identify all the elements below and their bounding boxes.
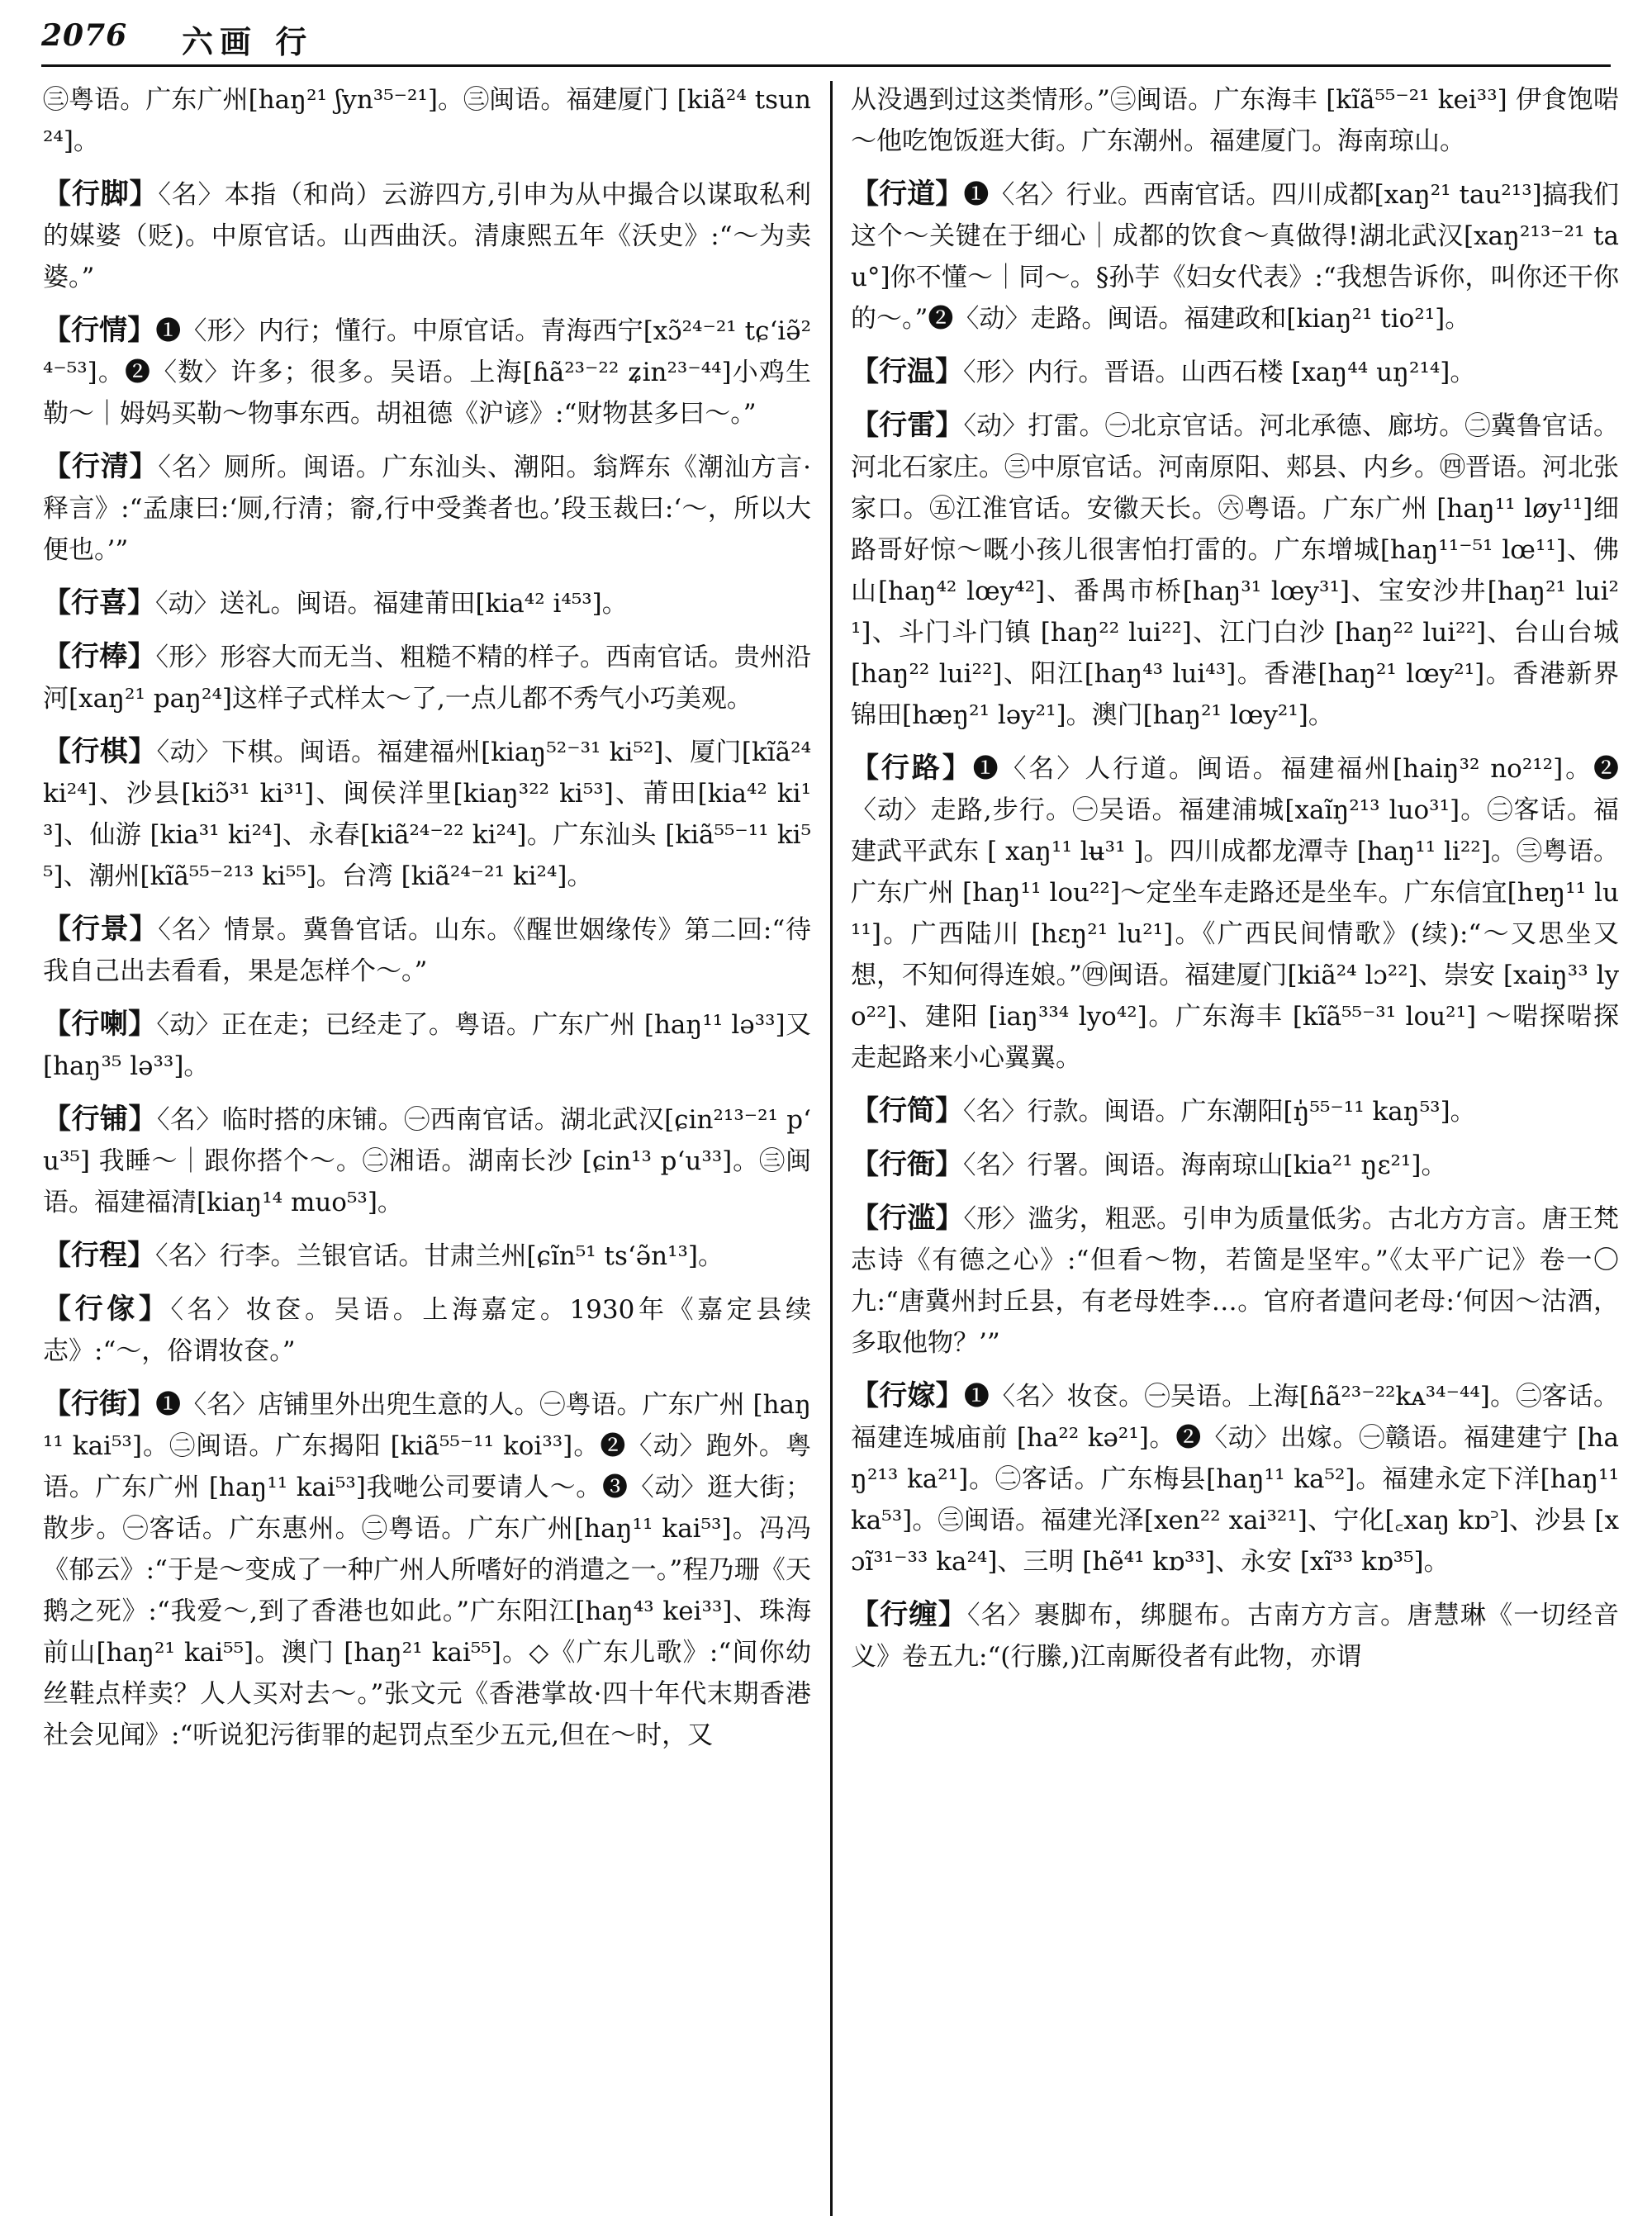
entry-definition: 〈名〉行李。兰银官话。甘肃兰州[ɕĩn⁵¹ tsʻə̃n¹³]。 — [155, 1241, 724, 1271]
entry-headword: 【行街】 — [43, 1388, 156, 1421]
entry-definition: 〈名〉厕所。闽语。广东汕头、潮阳。翁辉东《潮汕方言·释言》:“孟康曰:‘厕,行清；窬,行中受粪者也。’段玉裁曰:‘～，所以大便也。’” — [43, 453, 811, 565]
section-label: 六画 行 — [182, 23, 314, 60]
entry-continuation — [851, 79, 1619, 162]
entry-headword: 【行傢】 — [43, 1293, 171, 1326]
entry-headword: 【行衙】 — [851, 1148, 963, 1181]
dictionary-entry — [43, 1004, 811, 1087]
entry-definition: 〈名〉妆奁。吴语。上海嘉定。1930年《嘉定县续志》:“～，俗谓妆奁。” — [43, 1295, 812, 1366]
entry-definition: 〈形〉形容大而无当、粗糙不精的样子。西南官话。贵州沿河[xaŋ²¹ paŋ²⁴]这样子式样太～了,一点儿都不秀气小巧美观。 — [43, 643, 811, 714]
entry-definition: 〈动〉下棋。闽语。福建福州[kiaŋ⁵²⁻³¹ ki⁵²]、厦门[kĩã²⁴ ki²⁴]、沙县[kiɔ̃³¹ ki³¹]、闽侯洋里[kiaŋ³²² ki⁵³]、莆田[kia⁴² ki¹³]、仙游 [kia³¹ ki²⁴]、永春[kiã²⁴⁻²² ki²⁴]。广东汕头 [kiã⁵⁵⁻¹¹ ki⁵⁵]、潮州[kĩã⁵⁵⁻²¹³ ki⁵⁵]。台湾 [kiã²⁴⁻²¹ ki²⁴]。 — [43, 738, 811, 891]
entry-definition: 从没遇到过这类情形。”㊂闽语。广东海丰 [kĩã⁵⁵⁻²¹ kei³³] 伊食饱啱～他吃饱饭逛大街。广东潮州。福建厦门。海南琼山。 — [851, 85, 1619, 156]
dictionary-entry — [43, 446, 811, 571]
entry-headword: 【行喜】 — [43, 586, 155, 619]
dictionary-entry — [43, 1098, 811, 1223]
dictionary-entry — [851, 405, 1619, 736]
dictionary-entry — [851, 747, 1619, 1079]
dictionary-entry — [851, 173, 1619, 339]
entry-definition: ❶〈名〉妆奁。㊀吴语。上海[ɦã²³⁻²²kᴀ³⁴⁻⁴⁴]。㊁客话。福建连城庙前 [ha²² kə²¹]。❷〈动〉出嫁。㊀赣语。福建建宁 [haŋ²¹³ ka²¹]。㊁客话。广东梅县[haŋ¹¹ ka⁵²]。福建永定下洋[haŋ¹¹ ka⁵³]。㊂闽语。福建光泽[xen²² xai³²¹]、宁化[꜀xaŋ kɒ꜄]、沙县 [xɔĩ³¹⁻³³ ka²⁴]、三明 [hẽ⁴¹ kɒ³³]、永安 [xĩ³³ kɒ³⁵]。 — [851, 1382, 1620, 1577]
entry-headword: 【行清】 — [43, 450, 159, 483]
entry-definition: 〈名〉本指（和尚）云游四方,引申为从中撮合以谋取私利的媒婆（贬)。中原官话。山西曲沃。清康熙五年《沃史》:“～为卖婆。” — [43, 180, 811, 292]
entry-definition: 〈动〉送礼。闽语。福建莆田[kia⁴² i⁴⁵³]。 — [155, 589, 628, 619]
entry-headword: 【行路】 — [851, 752, 973, 785]
header-rule — [41, 64, 1611, 67]
dictionary-entry — [43, 582, 811, 624]
dictionary-entry — [851, 1144, 1619, 1186]
entry-headword: 【行喇】 — [43, 1008, 157, 1041]
left-column — [43, 79, 811, 1767]
entry-headword: 【行脚】 — [43, 178, 159, 211]
entry-definition: ❶〈名〉行业。西南官话。四川成都[xaŋ²¹ tau²¹³]搞我们这个～关键在于细心｜成都的饮食～真做得!湖北武汉[xaŋ²¹³⁻²¹ tau°]你不懂～｜同～。§孙芋《妇女代表》:“我想告诉你，叫你还干你的～。”❷〈动〉走路。闽语。福建政和[kiaŋ²¹ tio²¹]。 — [851, 180, 1620, 334]
entry-headword: 【行景】 — [43, 913, 159, 946]
dictionary-entry — [43, 1288, 811, 1372]
entry-headword: 【行温】 — [851, 355, 963, 388]
dictionary-entry — [43, 909, 811, 992]
entry-headword: 【行道】 — [851, 178, 964, 211]
entry-headword: 【行雷】 — [851, 409, 964, 442]
dictionary-entry — [43, 1235, 811, 1277]
dictionary-entry — [43, 310, 811, 434]
entry-headword: 【行棋】 — [43, 735, 157, 768]
entry-headword: 【行嫁】 — [851, 1379, 964, 1412]
page-number: 2076 — [41, 18, 128, 53]
entry-headword: 【行情】 — [43, 314, 156, 347]
entry-definition: 〈名〉临时搭的床铺。㊀西南官话。湖北武汉[ɕin²¹³⁻²¹ pʻu³⁵] 我睡～｜跟你搭个～。㊁湘语。湖南长沙 [ɕin¹³ pʻu³³]。㊂闽语。福建福清[kiaŋ¹⁴ muo⁵³]。 — [43, 1105, 811, 1217]
entry-definition: 〈名〉行署。闽语。海南琼山[kia²¹ ŋɛ²¹]。 — [963, 1151, 1447, 1180]
entry-definition: 〈名〉情景。冀鲁官话。山东。《醒世姻缘传》第二回:“待我自己出去看看，果是怎样个～。” — [43, 915, 812, 986]
entry-headword: 【行棒】 — [43, 640, 156, 673]
page-header — [41, 15, 1611, 63]
dictionary-entry — [43, 1383, 811, 1756]
right-column — [851, 79, 1619, 1689]
entry-headword: 【行缠】 — [851, 1598, 967, 1631]
dictionary-entry — [851, 1375, 1619, 1582]
entry-definition: 〈形〉内行。晋语。山西石楼 [xaŋ⁴⁴ uŋ²¹⁴]。 — [963, 358, 1476, 387]
dictionary-entry — [43, 173, 811, 298]
entry-continuation — [43, 79, 811, 162]
entry-definition: ❶〈名〉人行道。闽语。福建福州[haiŋ³² no²¹²]。❷〈动〉走路,步行。㊀吴语。福建浦城[xaĩŋ²¹³ luo³¹]。㊁客话。福建武平武东 [ xaŋ¹¹ lʉ³¹ ]。四川成都龙潭寺 [haŋ¹¹ li²²]。㊂粤语。广东广州 [haŋ¹¹ lou²²]～定坐车走路还是坐车。广东信宜[hɐŋ¹¹ lu¹¹]。广西陆川 [hɛŋ²¹ lu²¹]。《广西民间情歌》(续):“～又思坐又想，不知何得连娘。”㊃闽语。福建厦门[kiã²⁴ lɔ²²]、崇安 [xaiŋ³³ lyo²²]、建阳 [iaŋ³³⁴ lyo⁴²]。广东海丰 [kĩã⁵⁵⁻³¹ lou²¹] ～啱探啱探走起路来小心翼翼。 — [851, 754, 1620, 1073]
entry-headword: 【行滥】 — [851, 1202, 964, 1235]
column-divider — [830, 81, 833, 2216]
dictionary-entry — [851, 1090, 1619, 1132]
dictionary-entry — [851, 351, 1619, 393]
entry-definition: 〈名〉裹脚布，绑腿布。古南方方言。唐慧琳《一切经音义》卷五九:“(行縢,)江南厮役者有此物，亦谓 — [851, 1601, 1620, 1672]
entry-definition: 〈动〉正在走；已经走了。粤语。广东广州 [haŋ¹¹ lə³³]又[haŋ³⁵ lə³³]。 — [43, 1010, 811, 1081]
entry-definition: 〈形〉滥劣，粗恶。引申为质量低劣。古北方方言。唐王梵志诗《有德之心》:“但看～物，若箇是坚牢。”《太平广记》卷一〇九:“唐冀州封丘县，有老母姓李…。官府者遣问老母:‘何因～沽酒，多取他物？’” — [851, 1204, 1619, 1358]
dictionary-entry — [43, 731, 811, 897]
dictionary-entry — [43, 636, 811, 719]
entry-definition: ❶〈名〉店铺里外出兜生意的人。㊀粤语。广东广州 [haŋ¹¹ kai⁵³]。㊁闽语。广东揭阳 [kiã⁵⁵⁻¹¹ koi³³]。❷〈动〉跑外。粤语。广东广州 [haŋ¹¹ kai⁵³]我哋公司要请人～。❸〈动〉逛大街；散步。㊀客话。广东惠州。㊁粤语。广东广州[haŋ¹¹ kai⁵³]。冯冯《郁云》:“于是～变成了一种广州人所嗜好的消遣之一。”程乃珊《天鹅之死》:“我爱～,到了香港也如此。”广东阳江[haŋ⁴³ kei³³]、珠海前山[haŋ²¹ kai⁵⁵]。澳门 [haŋ²¹ kai⁵⁵]。◇《广东儿歌》:“间你幼丝鞋点样卖？人人买对去～。”张文元《香港掌故·四十年代末期香港社会见闻》:“听说犯污街罪的起罚点至少五元,但在～时，又 — [43, 1390, 812, 1750]
entry-headword: 【行简】 — [851, 1094, 963, 1127]
dictionary-entry — [851, 1198, 1619, 1364]
dictionary-entry — [851, 1594, 1619, 1677]
entry-definition: 〈名〉行款。闽语。广东潮阳[ŋ̍⁵⁵⁻¹¹ kaŋ⁵³]。 — [963, 1097, 1476, 1127]
entry-headword: 【行铺】 — [43, 1103, 157, 1136]
entry-definition: ㊂粤语。广东广州[haŋ²¹ ʃyn³⁵⁻²¹]。㊂闽语。福建厦门 [kiã²⁴ tsun²⁴]。 — [43, 85, 811, 156]
entry-definition: ❶〈形〉内行；懂行。中原官话。青海西宁[xɔ̃²⁴⁻²¹ tɕʻiə̃²⁴⁻⁵³]。❷〈数〉许多；很多。吴语。上海[ɦã²³⁻²² ʑin²³⁻⁴⁴]小鸡生勒～｜姆妈买勒～物事东西。胡祖德《沪谚》:“财物甚多曰～。” — [43, 316, 811, 429]
entry-definition: 〈动〉打雷。㊀北京官话。河北承德、廊坊。㊁冀鲁官话。河北石家庄。㊂中原官话。河南原阳、郏县、内乡。㊃晋语。河北张家口。㊄江淮官话。安徽天长。㊅粤语。广东广州 [haŋ¹¹ løy¹¹]细路哥好惊～嘅小孩儿很害怕打雷的。广东增城[haŋ¹¹⁻⁵¹ lœ¹¹]、佛山[haŋ⁴² lœy⁴²]、番禺市桥[haŋ³¹ lœy³¹]、宝安沙井[haŋ²¹ lui²¹]、斗门斗门镇 [haŋ²² lui²²]、江门白沙 [haŋ²² lui²²]、台山台城[haŋ²² lui²²]、阳江[haŋ⁴³ lui⁴³]。香港[haŋ²¹ lœy²¹]。香港新界锦田[hæŋ²¹ ləy²¹]。澳门[haŋ²¹ lœy²¹]。 — [851, 411, 1619, 730]
entry-headword: 【行程】 — [43, 1239, 155, 1272]
